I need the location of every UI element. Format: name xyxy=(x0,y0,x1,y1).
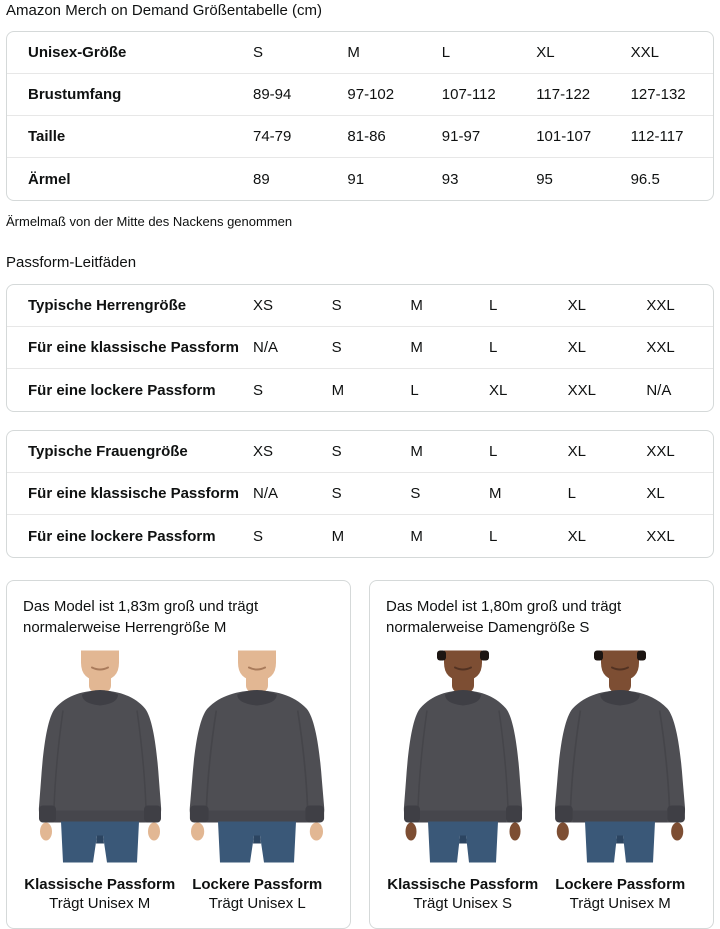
size-chart-page xyxy=(6,2,714,929)
cell: N/A xyxy=(253,339,279,356)
model-cards xyxy=(6,580,714,929)
row-label: Für eine lockere Passform xyxy=(28,381,216,399)
cell: S xyxy=(253,527,264,545)
row-label: Brustumfang xyxy=(28,86,122,103)
fit-guides-title: Passform-Leitfäden xyxy=(6,254,137,271)
cell: L xyxy=(567,485,576,502)
figure-caption xyxy=(192,875,322,913)
male-model-classic-photo xyxy=(25,644,175,869)
model-card-women xyxy=(369,580,714,929)
cell: XL xyxy=(567,297,587,314)
cell: 112-117 xyxy=(630,128,684,145)
cell: L xyxy=(410,381,419,399)
model-figures xyxy=(386,644,697,913)
cell: S xyxy=(253,381,264,399)
cell: 97-102 xyxy=(347,86,395,103)
cell: L xyxy=(488,339,498,356)
cell: 93 xyxy=(441,170,459,188)
cell: XXL xyxy=(646,297,675,314)
cell: M xyxy=(410,297,423,314)
size-label: Trägt Unisex S xyxy=(413,895,513,912)
size-label: Trägt Unisex L xyxy=(208,895,306,912)
cell: XXL xyxy=(646,527,675,545)
model-figure-classic-fit xyxy=(386,644,540,913)
table-row xyxy=(7,285,713,327)
table-row xyxy=(7,473,713,515)
model-card-heading: Das Model ist 1,83m groß und trägt normalerweise Herrengröße M xyxy=(23,598,259,636)
cell: S xyxy=(410,485,421,502)
cell: 101-107 xyxy=(536,128,592,145)
model-figure-loose-fit xyxy=(544,644,698,913)
table-row xyxy=(7,369,713,411)
table-row xyxy=(7,515,713,557)
cell: S xyxy=(331,443,342,460)
cell: 89-94 xyxy=(253,86,292,103)
row-label: Unisex-Größe xyxy=(28,44,127,61)
cell: L xyxy=(488,443,498,460)
female-model-loose-photo xyxy=(545,644,695,869)
cell: L xyxy=(441,44,451,61)
figure-caption xyxy=(387,875,538,913)
size-label: Trägt Unisex M xyxy=(569,895,671,912)
fit-label: Klassische Passform xyxy=(24,876,176,893)
table-row xyxy=(7,158,713,200)
cell: S xyxy=(331,297,342,314)
cell: S xyxy=(253,44,264,61)
cell: XL xyxy=(567,443,587,460)
cell: N/A xyxy=(253,485,279,502)
row-label: Für eine klassische Passform xyxy=(28,485,239,502)
cell: XL xyxy=(567,339,587,356)
cell: S xyxy=(331,485,342,502)
sweatshirt xyxy=(39,690,161,841)
cell: 107-112 xyxy=(441,86,496,103)
cell: N/A xyxy=(646,381,672,399)
row-label: Für eine klassische Passform xyxy=(28,339,239,356)
cell: M xyxy=(331,527,345,545)
table-row xyxy=(7,431,713,473)
cell: XXL xyxy=(567,381,597,399)
cell: M xyxy=(410,339,423,356)
cell: XS xyxy=(253,443,274,460)
cell: XXL xyxy=(646,443,675,460)
page-title: Amazon Merch on Demand Größentabelle (cm) xyxy=(6,2,322,19)
fit-table-women xyxy=(6,430,714,558)
cell: 95 xyxy=(536,170,553,188)
cell: 117-122 xyxy=(536,86,591,103)
cell: M xyxy=(410,443,423,460)
sweatshirt xyxy=(404,690,522,841)
sweatshirt xyxy=(555,690,685,841)
sweatshirt xyxy=(190,690,324,841)
fit-table-men xyxy=(6,284,714,412)
cell: 96.5 xyxy=(630,170,660,188)
model-figures xyxy=(23,644,334,913)
table-row xyxy=(7,116,713,158)
cell: XL xyxy=(567,527,587,545)
row-label: Ärmel xyxy=(28,170,71,188)
figure-caption xyxy=(24,875,175,913)
row-label: Für eine lockere Passform xyxy=(28,527,216,545)
fit-label: Lockere Passform xyxy=(555,876,686,893)
model-figure-classic-fit xyxy=(23,644,177,913)
model-card-men xyxy=(6,580,351,929)
cell: M xyxy=(347,44,360,61)
cell: 81-86 xyxy=(347,128,386,145)
fit-label: Lockere Passform xyxy=(192,876,323,893)
female-model-classic-photo xyxy=(388,644,538,869)
cell: XL xyxy=(488,381,508,399)
fit-label: Klassische Passform xyxy=(387,876,539,893)
model-card-heading: Das Model ist 1,80m groß und trägt normalerweise Damengröße S xyxy=(386,598,622,636)
size-label: Trägt Unisex M xyxy=(49,895,151,912)
table-row xyxy=(7,32,713,74)
cell: M xyxy=(331,381,345,399)
row-label: Taille xyxy=(28,128,66,145)
row-label: Typische Frauengröße xyxy=(28,443,188,460)
cell: XXL xyxy=(630,44,659,61)
model-figure-loose-fit xyxy=(181,644,335,913)
cell: XL xyxy=(536,44,555,61)
figure-caption xyxy=(555,875,685,913)
male-model-loose-photo xyxy=(182,644,332,869)
cell: XS xyxy=(253,297,274,314)
cell: XL xyxy=(646,485,665,502)
cell: M xyxy=(488,485,502,502)
cell: 89 xyxy=(253,170,270,188)
cell: S xyxy=(331,339,342,356)
unisex-size-table xyxy=(6,31,714,201)
row-label: Typische Herrengröße xyxy=(28,297,187,314)
cell: L xyxy=(488,527,498,545)
cell: L xyxy=(488,297,498,314)
table-row xyxy=(7,74,713,116)
sleeve-measure-note: Ärmelmaß von der Mitte des Nackens genommen xyxy=(6,214,293,229)
cell: 127-132 xyxy=(630,86,686,103)
cell: XXL xyxy=(646,339,675,356)
table-row xyxy=(7,327,713,369)
cell: 74-79 xyxy=(253,128,292,145)
cell: 91 xyxy=(347,170,365,188)
cell: M xyxy=(410,527,423,545)
cell: 91-97 xyxy=(441,128,481,145)
